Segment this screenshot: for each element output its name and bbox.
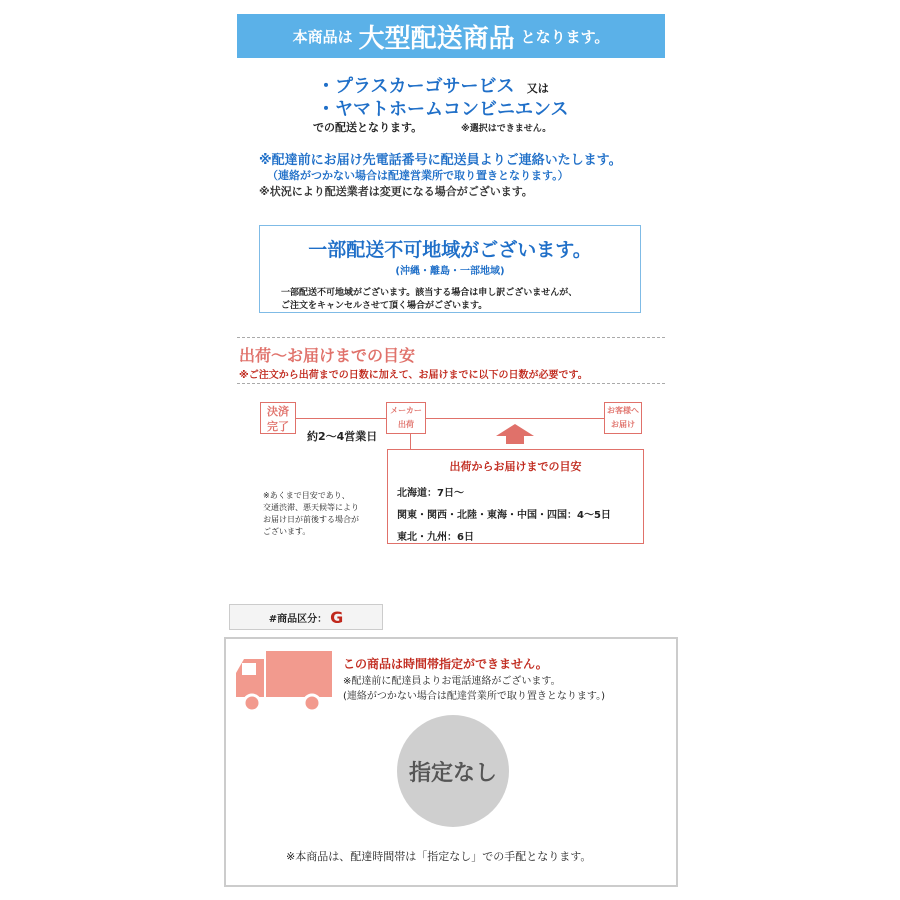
category-value: G (330, 607, 344, 627)
step-customer-delivery: お客様へ お届け (604, 402, 642, 434)
banner-highlight: 大型配送商品 (358, 23, 515, 54)
service-via: での配送となります。 (313, 121, 423, 134)
eta-kanto-kansai: 関東・関西・北陸・東海・中国・四国：4〜5日 (397, 510, 611, 521)
no-delivery-body-2: ご注文をキャンセルさせて頂く場合がございます。 (281, 301, 488, 311)
step-payment-complete: 決済 完了 (260, 402, 296, 434)
banner-post: となります。 (520, 27, 610, 46)
no-delivery-area-box (259, 225, 641, 313)
truck-icon (236, 651, 332, 717)
product-category-tag (229, 604, 383, 630)
time-slot-title: この商品は時間帯指定ができません。 (343, 657, 548, 671)
category-label: #商品区分： (268, 613, 328, 625)
shipping-heading: 出荷〜お届けまでの目安 (239, 346, 416, 365)
time-slot-footer: ※本商品は、配達時間帯は「指定なし」での手配となります。 (286, 850, 592, 863)
holding-note: （連絡がつかない場合は配達営業所で取り置きとなります。） (267, 169, 569, 182)
no-designation-badge: 指定なし (397, 715, 509, 827)
section-divider-top (237, 337, 665, 338)
flow-line-1 (296, 418, 386, 419)
eta-disclaimer: ※あくまで目安であり、 交通渋滞、悪天候等により お届け日が前後する場合が ございます。 (263, 491, 359, 536)
no-delivery-body-1: 一部配送不可地域がございます。該当する場合は申し訳ございませんが、 (281, 288, 578, 298)
service-plus-cargo: ・プラスカーゴサービス 又は (317, 76, 549, 97)
banner-pre: 本商品は (292, 27, 353, 46)
eta-hokkaido: 北海道：7日〜 (397, 488, 464, 499)
step-maker-shipping: メーカー 出荷 (386, 402, 426, 434)
no-delivery-regions: (沖縄・離島・一部地域) (395, 266, 505, 277)
service-yamato: ・ヤマトホームコンビニエンス (317, 99, 569, 120)
time-slot-note-2: (連絡がつかない場合は配達営業所で取り置きとなります。) (343, 691, 606, 702)
no-choice-note: ※選択はできません。 (461, 124, 552, 134)
duration-label: 約2〜4営業日 (307, 430, 378, 443)
flow-line-3 (410, 434, 411, 449)
eta-box (387, 449, 644, 544)
contact-note: ※配達前にお届け先電話番号に配送員よりご連絡いたします。 (259, 153, 622, 168)
shipping-note: ※ご注文から出荷までの日数に加えて、お届けまでに以下の日数が必要です。 (239, 370, 588, 381)
large-delivery-banner (237, 14, 665, 58)
carrier-change-note: ※状況により配送業者は変更になる場合がございます。 (259, 185, 533, 198)
flow-line-2 (426, 418, 604, 419)
eta-tohoku-kyushu: 東北・九州：6日 (397, 532, 474, 543)
eta-title: 出荷からお届けまでの目安 (449, 460, 582, 473)
section-divider-bottom (237, 383, 665, 384)
service-or: 又は (526, 82, 549, 95)
up-arrow-icon (496, 424, 534, 444)
no-delivery-title: 一部配送不可地域がございます。 (308, 239, 592, 261)
time-slot-note-1: ※配達前に配達員よりお電話連絡がございます。 (343, 676, 561, 687)
